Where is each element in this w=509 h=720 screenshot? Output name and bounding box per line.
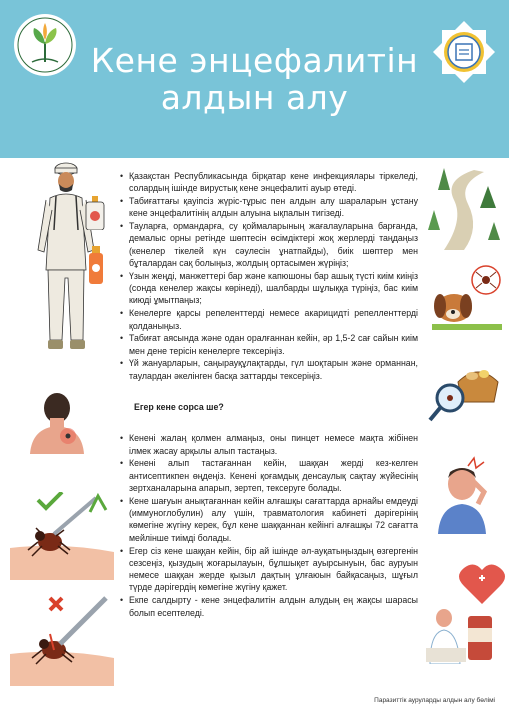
title-line-1: Кене энцефалитін bbox=[90, 41, 419, 80]
forest-path-illustration bbox=[424, 160, 504, 250]
bite-item: • Кенені алып тастағаннан кейін, шаққан жерді кез-келген антисептикпен өңдеңіз. Кенені қоғамдық денсаулық сақтау жүйесінің зертханаларына апарып, зертеп, тексеруге болады. bbox=[120, 457, 418, 494]
title-line-2: алдын алу bbox=[160, 78, 349, 117]
bite-item: • Кенені жалаң қолмен алмаңыз, оны пинцет немесе мақта жібінен ілмек жасау арқылы алып тастаңыз. bbox=[120, 432, 418, 457]
incorrect-tick-removal-illustration bbox=[10, 594, 114, 686]
prevention-item: • Үзын жеңді, манжеттері бар және капюшоны бар ашық түсті киім киіңіз (сонда кенелер жақсы көрінеді), шалбарды шұлыққа түріңіз, бас киім киюді ұмытпаңыз; bbox=[120, 270, 418, 307]
bite-item: • Екпе салдырту - кене энцефалитін алдын алудың ең жақсы шарасы болып есептеледі. bbox=[120, 594, 418, 619]
repellent-bottle-icon bbox=[88, 246, 104, 284]
prevention-item: • Үй жануарларын, саңырауқұлақтарды, гүл шоқтарын және орманнан, таулардан әкелінген басқа заттарды тексеріңіз. bbox=[120, 357, 418, 382]
content-column bbox=[120, 170, 418, 619]
bite-list bbox=[120, 432, 418, 618]
prevention-item: • Кенелерге қарсы репеленттерді немесе акарицидті репелленттерді қолданыңыз. bbox=[120, 307, 418, 332]
bite-item: • Егер сіз кене шаққан кейін, бір ай ішінде әл-ауқатыңыздың өзгергенін сезсеңіз, қызудың жоғарылауын, бұлшықет ауырсынуын, бас ауруын немесе шаққан жерде қызыл дақтың ұлғаюын байқасаңыз, шұғыл түрде дәрігердің көмегіне жүгіну қажет. bbox=[120, 545, 418, 594]
prevention-item: • Табиғаттағы қауіпсіз жүріс-тұрыс пен алдын алу шараларын ұстану кене энцефалитінің алдын алуына ықпалын тигізеді. bbox=[120, 195, 418, 220]
correct-tick-removal-illustration bbox=[10, 492, 114, 580]
bite-item: • Кене шағуын анықтағаннан кейін алғашқы сағаттарда арнайы емдеуді (иммуноглобулин) алу үшін, травматология кабинеті дәрігерінің көмегіне жүгіну керек, бұл кене шаққаннан кейінгі алғашқы 72 сағатта мейлінше тиімді болады. bbox=[120, 495, 418, 544]
sick-person-headache-illustration bbox=[424, 452, 506, 534]
prevention-list bbox=[120, 170, 418, 382]
bite-section-title: Егер кене сорса ше? bbox=[134, 402, 224, 413]
tick-bite-neck-illustration bbox=[28, 392, 86, 454]
prevention-item: • Қазақстан Республикасында бірқатар кене инфекциялары тіркеледі, солардың ішінде вирустық кене энцефалиті ауыр өтеді. bbox=[120, 170, 418, 195]
footer-department: Паразиттік ауруларды алдын алу бөлімі bbox=[374, 697, 495, 704]
prevention-item: • Тауларға, ормандарға, су қоймаларының жағалауларына барғанда, демалыс орны ретінде шөптесін өсімдіктері жоқ жерлерді таңдаңыз (кенелер тікелей күн сәулесін ұнатпайды), биік шөптер мен бұталардан сақ болыңыз, жолдың ортасымен жүріңіз; bbox=[120, 220, 418, 269]
doctor-medicine-illustration bbox=[424, 556, 506, 664]
page-title bbox=[0, 42, 509, 116]
dog-with-tick-illustration bbox=[428, 262, 506, 332]
prevention-item: • Табиғат аясында және одан оралғаннан кейін, әр 1,5-2 сағ сайын киім мен дене терісін кенелерге тексеріңіз. bbox=[120, 332, 418, 357]
magnifier-basket-tick-illustration bbox=[428, 358, 500, 422]
repellent-spray-icon bbox=[84, 196, 106, 230]
